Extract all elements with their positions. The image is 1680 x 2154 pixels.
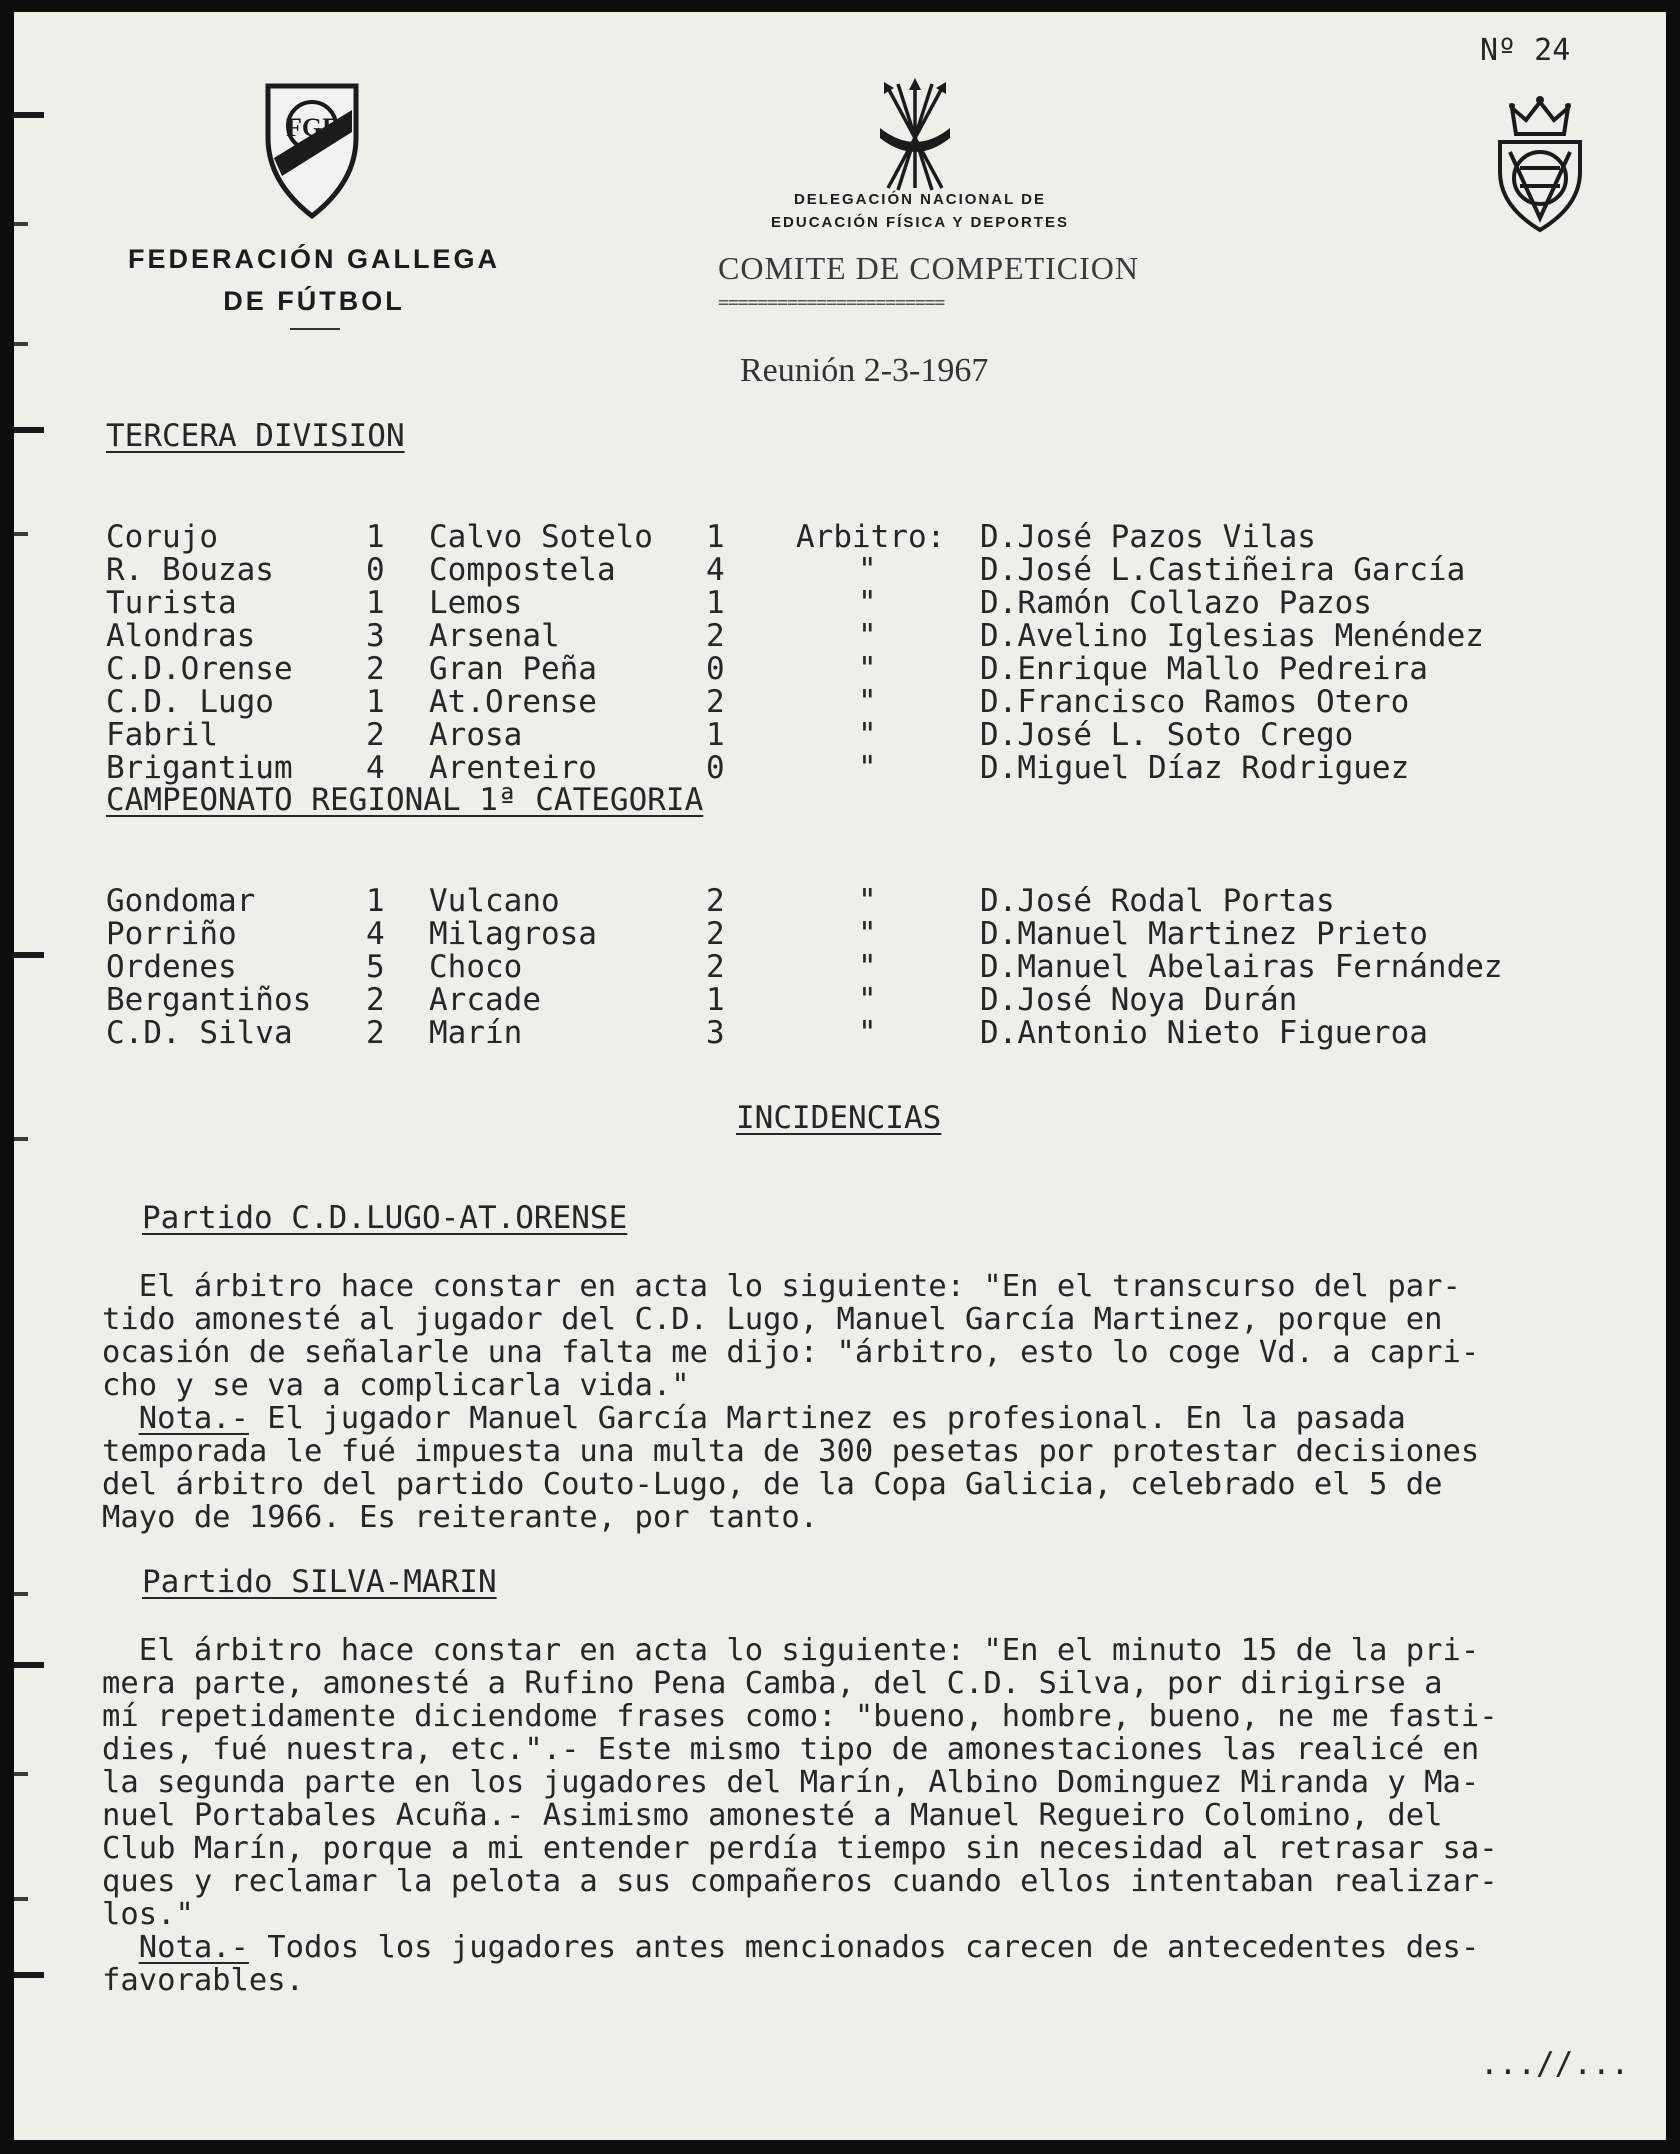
match-row (106, 850, 1626, 919)
ditto-mark: " (858, 585, 877, 621)
referee-name: D.José L. Soto Crego (980, 717, 1354, 753)
federation-name (104, 238, 524, 322)
home-score: 4 (366, 916, 385, 952)
away-team: Vulcano (429, 883, 560, 919)
referee-name: D.José Pazos Vilas (980, 519, 1316, 555)
referee-name: D.Antonio Nieto Figueroa (980, 1015, 1428, 1051)
ditto-mark: " (858, 982, 877, 1018)
away-score: 2 (706, 618, 725, 654)
committee-title-rule: ======================= (718, 292, 945, 313)
away-team: Compostela (429, 552, 616, 588)
document-page (14, 12, 1666, 2140)
away-score: 2 (706, 949, 725, 985)
away-score: 4 (706, 552, 725, 588)
binding-mark (14, 1972, 44, 1978)
home-team: Alondras (106, 618, 256, 654)
binding-mark (14, 1897, 28, 1901)
referee-name: D.José L.Castiñeira García (980, 552, 1466, 588)
home-team: Fabril (106, 717, 218, 753)
meeting-date: Reunión 2-3-1967 (740, 352, 989, 389)
home-score: 2 (366, 1015, 385, 1051)
home-score: 2 (366, 651, 385, 687)
match-row (106, 585, 1606, 654)
referee-name: D.Manuel Abelairas Fernández (980, 949, 1503, 985)
home-team: C.D.Orense (106, 651, 293, 687)
match-row (106, 519, 1606, 588)
incident-note (102, 1402, 1479, 1534)
incident-note (102, 1931, 1479, 1997)
tercera-results-table (106, 486, 1606, 786)
referee-name: D.Manuel Martinez Prieto (980, 916, 1428, 952)
away-team: Calvo Sotelo (429, 519, 653, 555)
home-team: Corujo (106, 519, 218, 555)
ditto-mark: " (858, 883, 877, 919)
binding-mark (14, 342, 28, 346)
away-score: 1 (706, 982, 725, 1018)
section-heading-incidencias: INCIDENCIAS (736, 1100, 942, 1136)
home-team: Porriño (106, 916, 237, 952)
away-team: Milagrosa (429, 916, 597, 952)
binding-mark (14, 222, 28, 226)
home-team: C.D. Silva (106, 1015, 293, 1051)
svg-text:FGF: FGF (286, 113, 338, 142)
ditto-mark: " (858, 949, 877, 985)
ditto-mark: " (858, 916, 877, 952)
federation-name-line2: DE FÚTBOL (223, 286, 405, 316)
home-score: 3 (366, 618, 385, 654)
ditto-mark: " (858, 618, 877, 654)
note-label: Nota.- (138, 1930, 249, 1965)
binding-mark (14, 1137, 28, 1141)
away-score: 2 (706, 883, 725, 919)
away-team: Choco (429, 949, 523, 985)
away-team: At.Orense (429, 684, 597, 720)
match-row (106, 618, 1606, 687)
away-team: Marín (429, 1015, 523, 1051)
section-heading-tercera: TERCERA DIVISION (106, 418, 405, 454)
away-team: Gran Peña (429, 651, 597, 687)
referee-name: D.Enrique Mallo Pedreira (980, 651, 1428, 687)
match-row (106, 916, 1626, 985)
away-team: Arcade (429, 982, 541, 1018)
note-text: El jugador Manuel García Martinez es profesional. En la pasada temporada le fué impuesta una multa de 300 pesetas por protestar decisiones del árbitro del partido Couto-Lugo, de la Copa Galicia, celebrado el 5 de Mayo de 1966. Es reiterante, por tanto. (102, 1401, 1480, 1535)
away-score: 0 (706, 750, 725, 786)
incident-report-paragraph: El árbitro hace constar en acta lo siguiente: "En el transcurso del par- tido amonesté al jugador del C.D. Lugo, Manuel García Martinez, porque en ocasión de señalarle una falta me dijo: "árbitro, esto lo coge Vd. a capri- cho y se va a complicarla vida." (102, 1269, 1480, 1403)
home-score: 1 (366, 585, 385, 621)
yoke-arrows-emblem (874, 78, 956, 194)
ditto-mark: " (858, 750, 877, 786)
referee-label: Arbitro: (796, 519, 946, 555)
home-score: 5 (366, 949, 385, 985)
binding-mark (14, 1772, 28, 1776)
binding-mark (14, 952, 44, 958)
crowned-emblem (1486, 94, 1594, 234)
match-row (106, 982, 1626, 1051)
regional-results-table (106, 850, 1626, 1051)
away-team: Lemos (429, 585, 523, 621)
page-number: Nº 24 (1480, 33, 1571, 68)
home-score: 1 (366, 519, 385, 555)
away-team: Arsenal (429, 618, 560, 654)
referee-name: D.Miguel Díaz Rodriguez (980, 750, 1410, 786)
home-team: R. Bouzas (106, 552, 274, 588)
continuation-mark: ...//... (1480, 2046, 1630, 2082)
away-score: 1 (706, 717, 725, 753)
home-team: Brigantium (106, 750, 293, 786)
home-team: Turista (106, 585, 237, 621)
away-team: Arenteiro (429, 750, 597, 786)
ditto-mark: " (858, 651, 877, 687)
incident-match-title: Partido SILVA-MARIN (142, 1564, 497, 1600)
home-team: C.D. Lugo (106, 684, 274, 720)
delegation-name (720, 188, 1120, 234)
away-score: 0 (706, 651, 725, 687)
away-score: 1 (706, 585, 725, 621)
home-score: 4 (366, 750, 385, 786)
incident-match-title: Partido C.D.LUGO-AT.ORENSE (142, 1200, 628, 1236)
incident-report-paragraph: El árbitro hace constar en acta lo siguiente: "En el minuto 15 de la pri- mera parte, amonesté a Rufino Pena Camba, del C.D. Silva, por dirigirse a mí repetidamente diciendome frases como: "bueno, hombre, bueno, ne me fasti- dies, fué nuestra, etc.".- Este mismo tipo de amonestaciones las realicé en la segunda parte en los jugadores del Marín, Albino Dominguez Miranda y Ma- nuel Portabales Acuña.- Asimismo amonesté a Manuel Regueiro Colomino, del Club Marín, porque a mi entender perdía tiempo sin necesidad al retrasar sa- ques y reclamar la pelota a sus compañeros cuando ellos intentaban realizar- los." (102, 1633, 1498, 1932)
home-score: 2 (366, 717, 385, 753)
away-score: 1 (706, 519, 725, 555)
ditto-mark: " (858, 684, 877, 720)
delegation-name-line1: DELEGACIÓN NACIONAL DE (793, 191, 1047, 208)
federation-name-line1: FEDERACIÓN GALLEGA (127, 244, 500, 274)
committee-title: COMITE DE COMPETICION (718, 250, 1139, 286)
section-heading-regional: CAMPEONATO REGIONAL 1ª CATEGORIA (106, 782, 704, 818)
away-score: 2 (706, 684, 725, 720)
home-team: Gondomar (106, 883, 256, 919)
referee-name: D.José Rodal Portas (980, 883, 1335, 919)
match-row (106, 552, 1606, 621)
binding-mark (14, 427, 44, 433)
ditto-mark: " (858, 552, 877, 588)
match-row (106, 949, 1626, 1018)
referee-name: D.Francisco Ramos Otero (980, 684, 1410, 720)
home-score: 0 (366, 552, 385, 588)
ditto-mark: " (858, 1015, 877, 1051)
home-score: 2 (366, 982, 385, 1018)
home-team: Ordenes (106, 949, 237, 985)
match-row (106, 883, 1626, 952)
match-row (106, 651, 1606, 720)
referee-name: D.Ramón Collazo Pazos (980, 585, 1372, 621)
match-row (106, 717, 1606, 786)
binding-mark (14, 1662, 44, 1668)
away-score: 2 (706, 916, 725, 952)
referee-name: D.Avelino Iglesias Menéndez (980, 618, 1484, 654)
binding-mark (14, 1592, 28, 1596)
federation-shield-logo (262, 80, 362, 222)
away-score: 3 (706, 1015, 725, 1051)
binding-mark (14, 112, 44, 118)
note-text: Todos los jugadores antes mencionados carecen de antecedentes des- favorables. (102, 1930, 1480, 1998)
match-row (106, 486, 1606, 555)
home-score: 1 (366, 684, 385, 720)
home-team: Bergantiños (106, 982, 312, 1018)
home-score: 1 (366, 883, 385, 919)
note-label: Nota.- (138, 1401, 249, 1436)
delegation-name-line2: EDUCACIÓN FÍSICA Y DEPORTES (771, 214, 1069, 231)
binding-mark (14, 532, 28, 536)
divider (290, 328, 340, 330)
match-row (106, 684, 1606, 753)
away-team: Arosa (429, 717, 523, 753)
ditto-mark: " (858, 717, 877, 753)
referee-name: D.José Noya Durán (980, 982, 1298, 1018)
